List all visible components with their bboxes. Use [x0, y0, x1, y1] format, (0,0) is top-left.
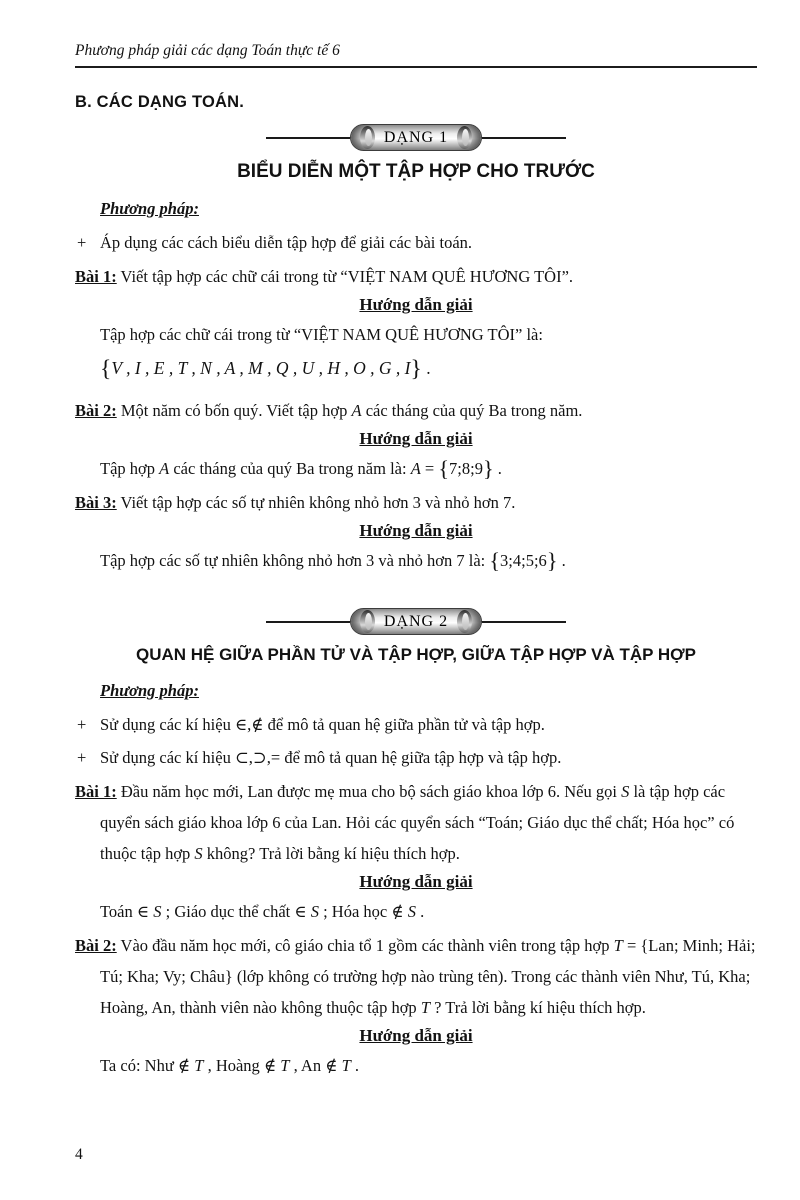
- dang2-method-label: Phương pháp:: [100, 681, 199, 700]
- dang2-bai1-text: Đầu năm học mới, Lan được mẹ mua cho bộ sách giáo khoa lớp 6. Nếu gọi S là tập hợp các quyển sách giáo khoa lớp 6 của Lan. Hỏi các quyển sách “Toán; Giáo dục thể chất; Hóa học” có thuộc tập hợp S không? Trả lời bằng kí hiệu thích hợp.: [100, 782, 735, 863]
- dang2-method-item-1: [75, 710, 757, 739]
- section-heading: B. CÁC DẠNG TOÁN.: [75, 93, 245, 111]
- dang1-bai1-text: Viết tập hợp các chữ cái trong từ “VIỆT NAM QUÊ HƯƠNG TÔI”.: [116, 267, 574, 286]
- dang1-bai2-text: Một năm có bốn quý. Viết tập hợp A các tháng của quý Ba trong năm.: [116, 401, 583, 420]
- plus-marker: +: [77, 715, 87, 734]
- dang1-bai1-label: Bài 1:: [75, 267, 117, 286]
- dang1-bai1-solution-intro: Tập hợp các chữ cái trong từ “VIỆT NAM QUÊ HƯƠNG TÔI” là:: [100, 325, 543, 344]
- plus-marker: +: [77, 748, 87, 767]
- dang2-method-text-1: Sử dụng các kí hiệu ∈,∉ để mô tả quan hệ giữa phần tử và tập hợp.: [100, 715, 545, 734]
- dang2-banner: [266, 608, 566, 635]
- scroll-ring-left-icon: [360, 126, 375, 149]
- dang2-method-text-2: Sử dụng các kí hiệu ⊂,⊃,= để mô tả quan hệ giữa tập hợp và tập hợp.: [100, 748, 562, 767]
- dang1-bai2-label: Bài 2:: [75, 401, 117, 420]
- banner-line-right: [482, 621, 566, 623]
- banner-line-left: [266, 137, 350, 139]
- page-number: 4: [75, 1146, 83, 1163]
- running-header: [75, 42, 757, 68]
- scroll-ring-right-icon: [457, 610, 472, 633]
- dang1-bai3-question: [75, 487, 757, 518]
- scroll-ornament: [350, 608, 482, 635]
- dang1-bai2-solution: Tập hợp A các tháng của quý Ba trong năm là: A = {7;8;9} .: [100, 456, 502, 481]
- banner-line-left: [266, 621, 350, 623]
- dang2-bai2-label: Bài 2:: [75, 936, 117, 955]
- dang2-bai1-solution: Toán ∈ S ; Giáo dục thể chất ∈ S ; Hóa học ∉ S .: [100, 902, 425, 921]
- dang1-banner-label: DẠNG 1: [383, 128, 449, 146]
- dang2-bai2-solution: Ta có: Như ∉ T , Hoàng ∉ T , An ∉ T .: [100, 1056, 360, 1075]
- dang1-title: BIỂU DIỄN MỘT TẬP HỢP CHO TRƯỚC: [237, 161, 595, 182]
- dang1-bai3-solution: Tập hợp các số tự nhiên không nhỏ hơn 3 và nhỏ hơn 7 là: {3;4;5;6} .: [100, 548, 566, 573]
- guide-heading: Hướng dẫn giải: [359, 429, 473, 448]
- scroll-ring-left-icon: [360, 610, 375, 633]
- dang1-bai1-solution-set: {V , I , E , T , N , A , M , Q , U , H , O , G , I} .: [100, 356, 431, 383]
- dang1-bai3-text: Viết tập hợp các số tự nhiên không nhỏ hơn 3 và nhỏ hơn 7.: [116, 493, 516, 512]
- dang2-bai1-question: [75, 776, 757, 869]
- dang1-method-item: [75, 228, 757, 257]
- dang1-bai2-question: [75, 395, 757, 426]
- running-header-text: Phương pháp giải các dạng Toán thực tế 6: [75, 42, 340, 59]
- guide-heading: Hướng dẫn giải: [359, 521, 473, 540]
- scroll-ring-right-icon: [457, 126, 472, 149]
- dang2-bai1-label: Bài 1:: [75, 782, 117, 801]
- dang1-bai3-label: Bài 3:: [75, 493, 117, 512]
- dang2-method-item-2: [75, 743, 757, 772]
- dang2-title: QUAN HỆ GIỮA PHẦN TỬ VÀ TẬP HỢP, GIỮA TẬP HỢP VÀ TẬP HỢP: [135, 645, 696, 664]
- dang1-method-label: Phương pháp:: [100, 199, 199, 218]
- dang1-bai1-question: [75, 261, 757, 292]
- scroll-ornament: [350, 124, 482, 151]
- dang2-banner-label: DẠNG 2: [383, 612, 449, 630]
- guide-heading: Hướng dẫn giải: [359, 1026, 473, 1045]
- dang2-bai2-question: [75, 930, 757, 1023]
- dang1-banner: [266, 124, 566, 151]
- guide-heading: Hướng dẫn giải: [359, 295, 473, 314]
- guide-heading: Hướng dẫn giải: [359, 872, 473, 891]
- dang1-method-text: Áp dụng các cách biểu diễn tập hợp để giải các bài toán.: [100, 233, 473, 252]
- plus-marker: +: [77, 233, 87, 252]
- banner-line-right: [482, 137, 566, 139]
- dang2-bai2-text: Vào đầu năm học mới, cô giáo chia tổ 1 gồm các thành viên trong tập hợp T = {Lan; Minh; Hải; Tú; Kha; Vy; Châu} (lớp không có trường hợp nào trùng tên). Trong các thành viên Như, Tú, Kha; Hoàng, An, thành viên nào không thuộc tập hợp T ? Trả lời bằng kí hiệu thích hợp.: [100, 936, 756, 1017]
